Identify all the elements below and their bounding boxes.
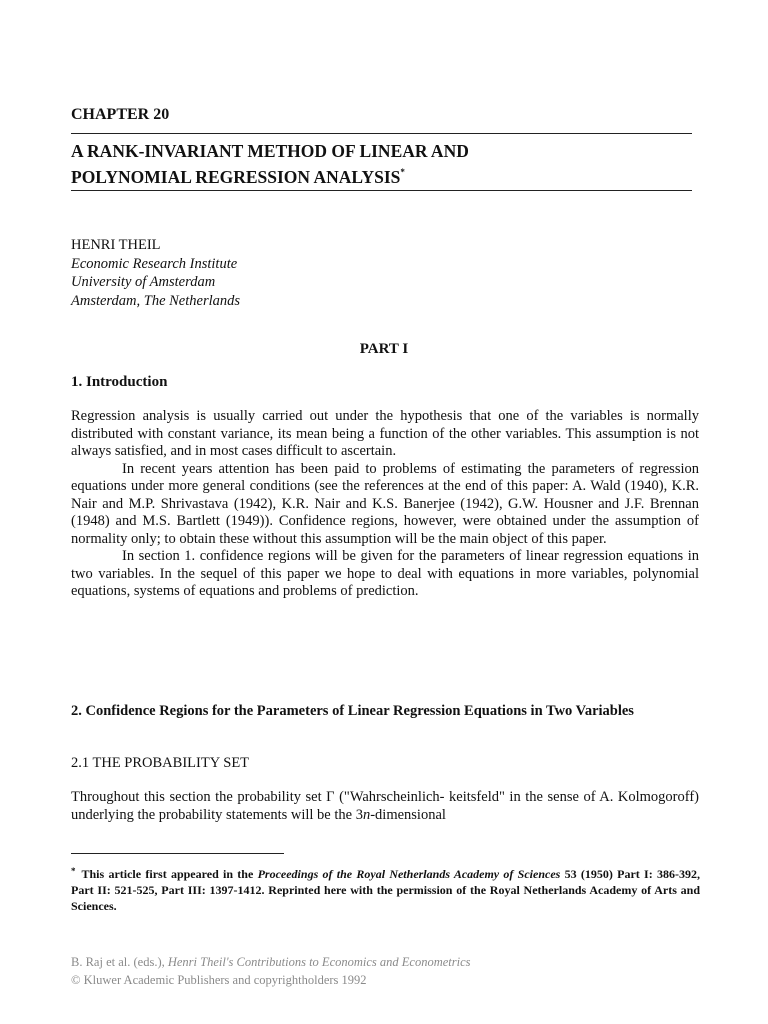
variable-n: n <box>362 806 371 823</box>
copyright-line: © Kluwer Academic Publishers and copyrightholders 1992 <box>71 973 367 987</box>
publication-credit <box>71 953 471 989</box>
paragraph-text: -dimensional <box>370 806 446 823</box>
author-name: HENRI THEIL <box>71 237 161 253</box>
title-top-rule <box>71 133 692 134</box>
paragraph: Regression analysis is usually carried out under the hypothesis that one of the variables is normally distributed with constant variance, its mean being a function of the other variables. This assumption is not always satisfied, and in most cases difficult to ascertain. <box>71 408 699 459</box>
author-block <box>71 236 240 310</box>
title-footnote-marker: * <box>400 167 405 177</box>
paragraph-text: Throughout this section the probability set Γ ("Wahrscheinlich- keitsfeld" in the sense of A. Kolmogoroff) underlying the probability statements will be the 3 <box>71 789 699 823</box>
affiliation-line: Economic Research Institute <box>71 255 238 272</box>
section-2-body <box>71 789 699 824</box>
book-title: Henri Theil's Contributions to Economics and Econometrics <box>167 955 471 969</box>
paper-title <box>71 141 692 188</box>
footnote-rule <box>71 853 284 854</box>
paragraph: In section 1. confidence regions will be given for the parameters of linear regression equations in two variables. In the sequel of this paper we hope to deal with equations in more variables, polynomial equations, systems of equations and problems of prediction. <box>71 548 699 599</box>
title-line-1: A RANK-INVARIANT METHOD OF LINEAR AND <box>71 141 469 161</box>
footnote-text: This article first appeared in the <box>81 867 258 881</box>
title-line-2: POLYNOMIAL REGRESSION ANALYSIS <box>71 167 401 187</box>
affiliation-line: University of Amsterdam <box>71 274 216 290</box>
part-heading: PART I <box>359 341 409 357</box>
subsection-heading: 2.1 THE PROBABILITY SET <box>71 755 250 771</box>
affiliation-line: Amsterdam, The Netherlands <box>71 292 241 309</box>
title-bottom-rule <box>71 190 692 191</box>
section-1-body <box>71 408 699 601</box>
paragraph <box>71 789 699 824</box>
paragraph: In recent years attention has been paid to problems of estimating the parameters of regression equations under more general conditions (see the references at the end of this paper: A. Wald (1940), K.R. Nair and M.P. Shrivastava (1942), K.R. Nair and K.S. Banerjee (1942), G.W. Housner and J.F. Brennan (1948) and M.S. Bartlett (1949)). Confidence regions, however, were obtained under the assumption of normality only; to obtain these without this assumption will be the main object of this paper. <box>71 460 699 547</box>
chapter-label: CHAPTER 20 <box>71 106 170 123</box>
section-2-heading: 2. Confidence Regions for the Parameters of Linear Regression Equations in Two Variables <box>71 703 634 719</box>
credit-editors: B. Raj et al. (eds.), <box>71 955 168 969</box>
footnote <box>71 863 700 914</box>
section-1-heading: 1. Introduction <box>71 374 168 390</box>
footnote-text: 53 (1950) Part I: 386-392, Part II: 521-525, Part III: 1397-1412. Reprinted here with the permission of the Royal Netherlands Academy of Arts and Sciences. <box>71 867 700 913</box>
journal-title: Proceedings of the Royal Netherlands Academy of Sciences <box>257 867 561 881</box>
footnote-marker: * <box>71 866 76 876</box>
